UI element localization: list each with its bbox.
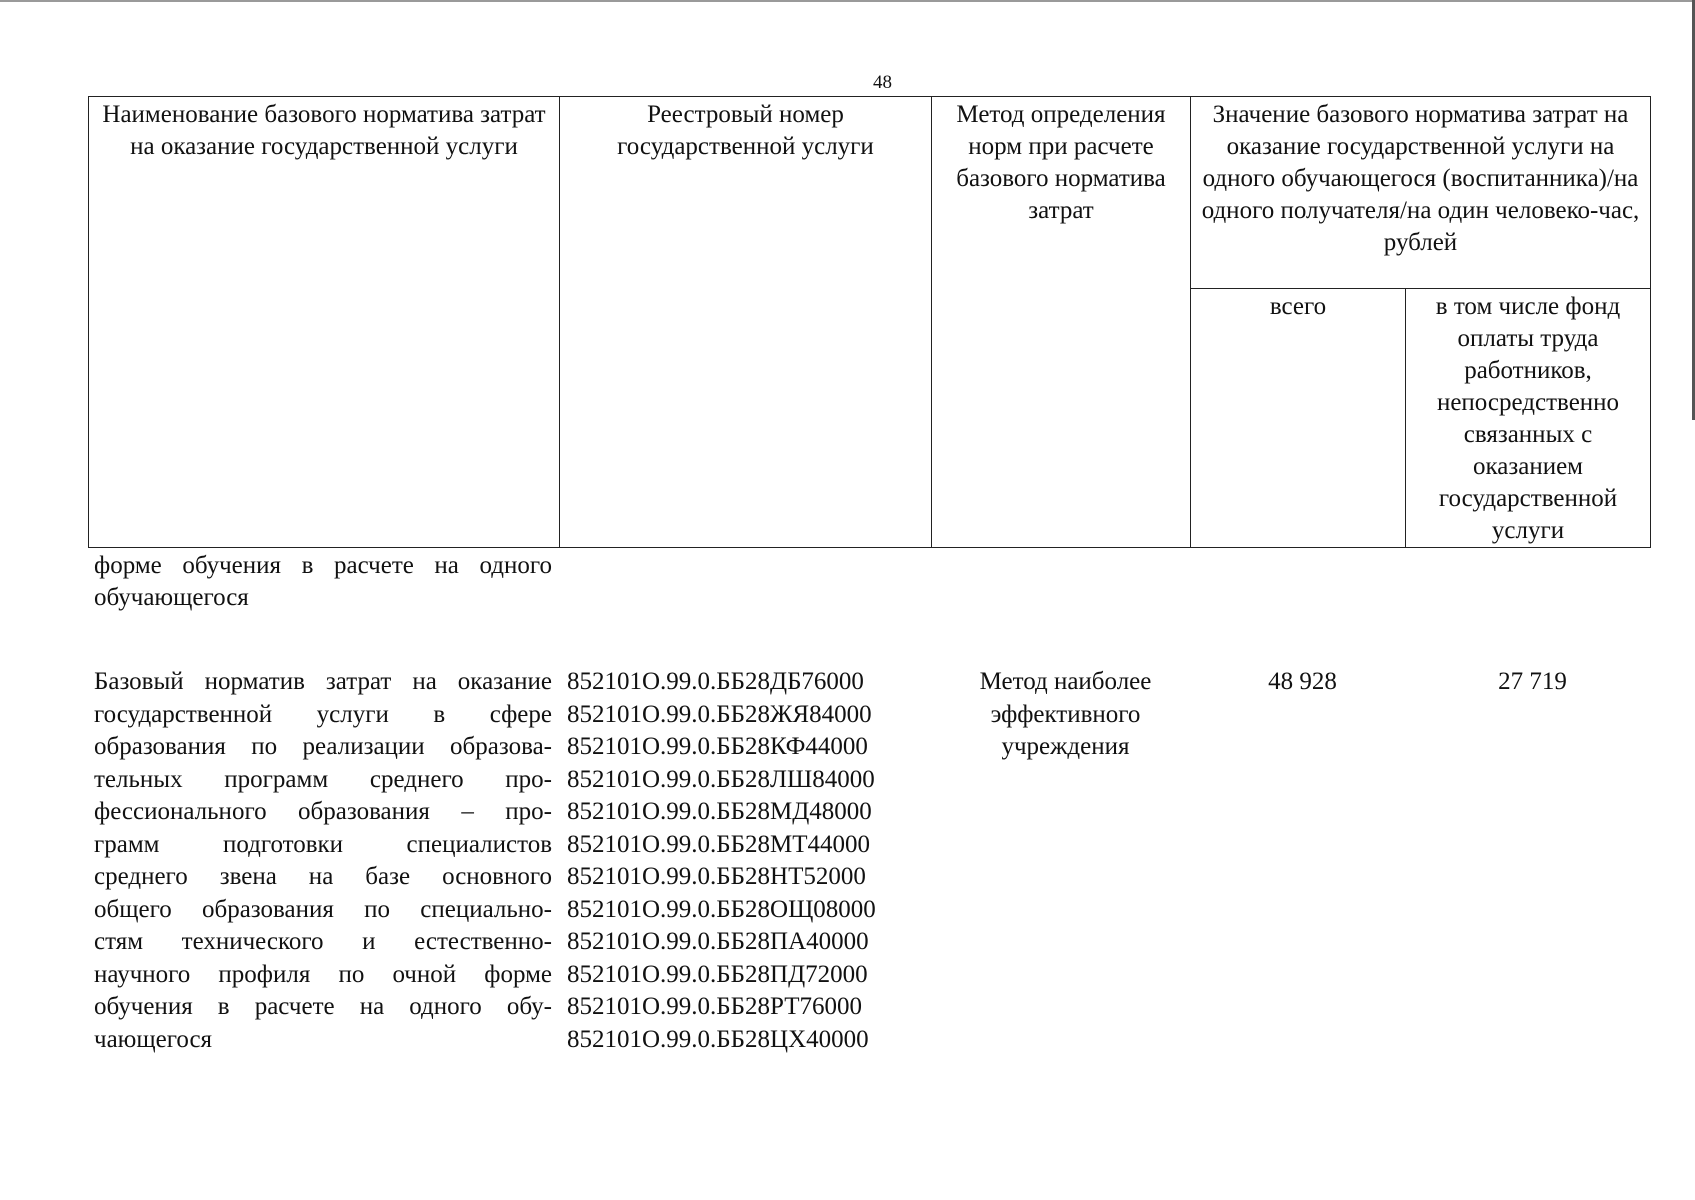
registry-number: 852101О.99.0.ББ28ЖЯ84000 [567, 700, 872, 728]
continuation-line-2: обучающегося [94, 584, 249, 611]
header-name-cell: Наименование базового норматива затрат на оказание государственной услуги [89, 97, 560, 548]
registry-number: 852101О.99.0.ББ28ЛШ84000 [567, 765, 875, 793]
service-name-line: тельных программ среднего про- [94, 765, 552, 793]
registry-number: 852101О.99.0.ББ28НТ52000 [567, 863, 866, 890]
header-method-cell: Метод определения норм при расчете базового норматива затрат [932, 97, 1191, 548]
page-number: 48 [873, 72, 892, 93]
service-name-line: обучения в расчете на одного обу- [94, 993, 552, 1020]
service-name-line: образования по реализации образова- [94, 733, 552, 760]
header-fot-cell: в том числе фонд оплаты труда работников, непосредственно связанных с оказанием государственной услуги [1406, 289, 1651, 548]
service-name-line: государственной услуги в сфере [94, 700, 552, 728]
service-name-line: научного профиля по очной форме [94, 960, 552, 988]
registry-number: 852101О.99.0.ББ28ПД72000 [567, 960, 868, 988]
header-total-cell: всего [1191, 289, 1406, 548]
registry-number: 852101О.99.0.ББ28МД48000 [567, 798, 872, 825]
method-line: Метод наиболее [979, 668, 1152, 695]
service-name-line: грамм подготовки специалистов [94, 830, 552, 858]
method-line: эффективного [990, 700, 1141, 728]
header-value-cell: Значение базового норматива затрат на оказание государственной услуги на одного обучающегося (воспитанника)/на одного получателя/на один человеко-час, рублей [1191, 97, 1651, 289]
registry-number: 852101О.99.0.ББ28ОЩ08000 [567, 895, 876, 923]
service-name-line: чающегося [94, 1025, 213, 1053]
fot-value: 27 719 [1498, 668, 1567, 695]
service-name-line: стям технического и естественно- [94, 928, 552, 955]
registry-number: 852101О.99.0.ББ28РТ76000 [567, 993, 862, 1020]
method-text [936, 666, 1195, 764]
registry-number: 852101О.99.0.ББ28МТ44000 [567, 830, 871, 858]
header-registry-cell: Реестровый номер государственной услуги [560, 97, 932, 548]
header-table [88, 96, 1651, 548]
registry-number: 852101О.99.0.ББ28ЦХ40000 [567, 1025, 869, 1053]
registry-number: 852101О.99.0.ББ28ДБ76000 [567, 668, 864, 695]
service-name-line: общего образования по специально- [94, 895, 552, 923]
registry-number: 852101О.99.0.ББ28ПА40000 [567, 928, 869, 955]
continuation-line-1: форме обучения в расчете на одного [94, 552, 552, 579]
registry-numbers [567, 666, 927, 1056]
registry-number: 852101О.99.0.ББ28КФ44000 [567, 733, 868, 760]
method-line: учреждения [1001, 733, 1130, 760]
service-name-line: фессионального образования – про- [94, 798, 552, 825]
total-value: 48 928 [1268, 668, 1337, 695]
service-name-line: Базовый норматив затрат на оказание [94, 668, 552, 695]
page-top-edge [0, 0, 1695, 2]
service-name [94, 666, 552, 1056]
service-name-line: среднего звена на базе основного [94, 863, 552, 890]
